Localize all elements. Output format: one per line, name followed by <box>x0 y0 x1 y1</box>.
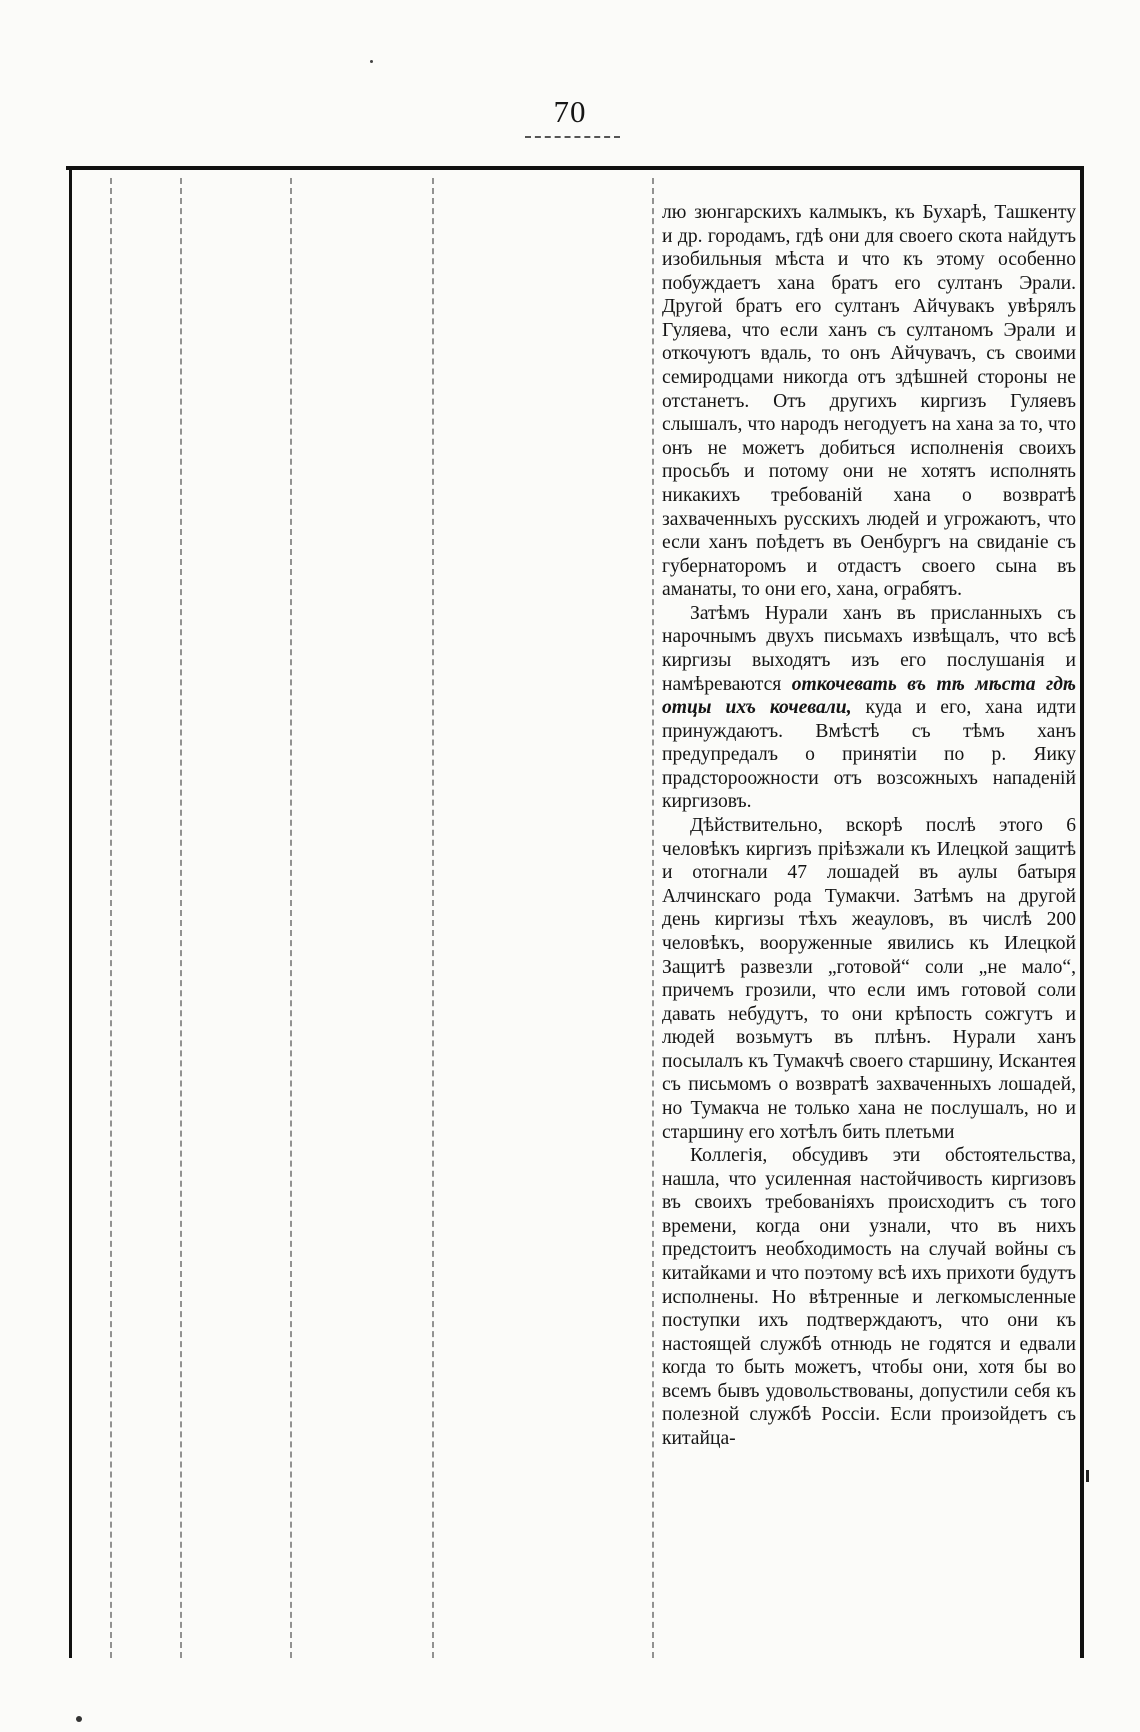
paragraph-2-italic: откочевать въ тѣ мѣста гдѣ отцы ихъ кочевали, <box>662 673 1077 719</box>
column-guide-line <box>432 178 434 1658</box>
margin-mark <box>1086 1470 1089 1482</box>
column-guide-line <box>180 178 182 1658</box>
column-guide-line <box>290 178 292 1658</box>
paragraph-2-start: Затѣмъ Нурали ханъ въ присланныхъ съ нарочнымъ двухъ письмахъ извѣщалъ, что всѣ киргизы выходятъ изъ его послушанія и намѣреваются <box>662 602 1076 695</box>
paragraph-3: Дѣйствительно, вскорѣ послѣ этого 6 человѣкъ киргизъ пріѣзжали къ Илецкой защитѣ и отогнали 47 лошадей въ аулы батыря Алчинскаго рода Тумакчи. Затѣмъ на другой день киргизы тѣхъ жеауловъ, въ числѣ 200 человѣкъ, вооруженные явились къ Илецкой Защитѣ развезли „готовой“ соли „не мало“, причемъ грозили, что если имъ готовой соли давать небудутъ, то они крѣпость сожгутъ и людей возьмутъ въ плѣнъ. Нурали ханъ посылалъ къ Тумакчѣ своего старшину, Искантея съ письмомъ о возвратѣ захваченныхъ лошадей, но Тумакча не только хана не послушалъ, но и старшину его хотѣлъ бить плетьми <box>662 815 1076 1143</box>
paragraph-2-end: куда и его, хана идти принуждаютъ. Вмѣстѣ съ тѣмъ ханъ предупредалъ о принятіи по р. Яику прaдстороожности отъ возсожныхъ нападеній киргизовъ. <box>662 697 1076 813</box>
stray-ink-mark <box>76 1716 82 1722</box>
paragraph-1: лю зюнгарскихъ калмыкъ, къ Бухарѣ, Ташкенту и др. городамъ, гдѣ они для своего скота найдутъ изобильныя мѣста и что къ этому особенно побуждаетъ хана братъ его султанъ Эрали. Другой братъ его султанъ Айчувакъ увѣрялъ Гуляева, что если ханъ съ султаномъ Эрали и откочуютъ вдаль, то онъ Айчувачъ, съ своими семиродцами никогда отъ здѣшней стороны не отстанетъ. Отъ другихъ киргизъ Гуляевъ слышалъ, что народъ негодуетъ на хана за то, что онъ не можетъ добиться исполненія своихъ просьбъ и потому они не хотятъ исполнять никакихъ требованій хана о возвратѣ захваченныхъ русскихъ людей и угрожаютъ, что если ханъ поѣдетъ въ Оенбургъ на свиданіе съ губернаторомъ и отдастъ своего сына въ аманаты, то они его, хана, ограбятъ. <box>662 202 1076 601</box>
paragraph-4: Коллегія, обсудивъ эти обстоятельства, нашла, что усиленная настойчивость киргизовъ въ своихъ требованіяхъ происходитъ съ того времени, когда они узнали, что въ нихъ предстоитъ необходимость на случай войны съ китайками и что поэтому всѣ ихъ прихоти будутъ исполнены. Но вѣтренные и легкомысленные поступки ихъ подтверждаютъ, что они къ настоящей службѣ отнюдь не годятся и едвали когда то быть можетъ, чтобы они, хотя бы во всемъ бывъ удовольствованы, допустили себя къ полезной службѣ Россіи. Если произойдетъ съ китайца- <box>662 1145 1076 1450</box>
page-number: 70 <box>553 94 587 129</box>
page-number-rule <box>525 136 620 138</box>
column-guide-line <box>652 178 654 1658</box>
frame-left-border <box>69 168 72 1658</box>
frame-right-border <box>1080 168 1084 1658</box>
frame-top-border <box>66 166 1084 170</box>
stray-dot <box>370 60 373 63</box>
paragraph-2 <box>662 602 1076 814</box>
column-guide-line <box>110 178 112 1658</box>
main-text-column <box>662 201 1076 1451</box>
